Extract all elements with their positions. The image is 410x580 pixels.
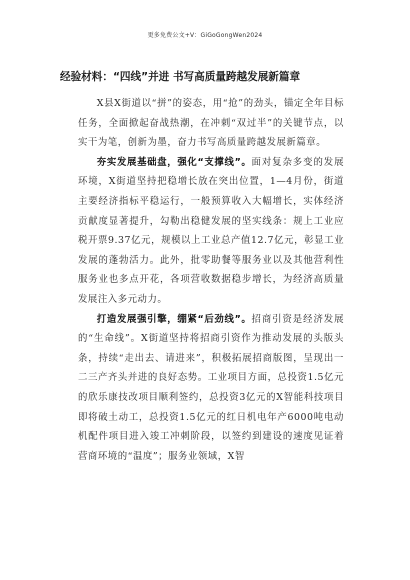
header-note: 更多免费公文+V：GiGoGongWen2024: [147, 32, 263, 39]
paragraph-intro: [78, 94, 344, 153]
paragraph-text: X县X街道以“拼”的姿态，用“抢”的劲头，锚定全年目标任务，全面掀起奋战热潮，在冲刺“双过半”的关键节点，以实干为笔，创新为墨，奋力书写高质量跨越发展新篇章。: [78, 98, 344, 149]
document-title: 经验材料：“四线”并进 书写高质量跨越发展新篇章: [60, 71, 301, 83]
paragraph-text: 招商引资是经济发展的“生命线”。X街道坚持将招商引资作为推动发展的头版头条，持续“走出去、请进来”，积极拓展招商版图，呈现出一二三产齐头并进的良好态势。工业项目方面，总投资1.5亿元的欣乐康技改项目顺利签约，总投资3亿元的X智能科技项目即将破土动工，总投资1.5亿元的红日机电年产6000吨电动机配件项目进入竣工冲刺阶段，以签约到建设的速度见证着营商环境的“温度”；服务业领域，X智: [78, 313, 345, 462]
document-body: [78, 94, 344, 466]
paragraph-support-line: [78, 153, 344, 310]
paragraph-text: 面对复杂多变的发展环境，X街道坚持把稳增长放在突出位置，1—4月份，街道主要经济指标平稳运行，一般预算收入大幅增长，实体经济贡献度显著提升，勾勒出稳健发展的坚实线条：规上工业应税开票9.37亿元，规模以上工业总产值12.7亿元，彰显工业发展的蓬勃活力。此外，批零助餐等服务业以及其他营利性服务业也多点开花，各项营收数据稳步增长，为经济高质量发展注入多元动力。: [78, 156, 345, 305]
paragraph-lead: 夯实发展基础盘，强化“支撑线”。: [96, 156, 252, 168]
paragraph-lead: 打造发展强引擎，绷紧“后劲线”。: [96, 313, 252, 325]
paragraph-momentum-line: [78, 310, 344, 467]
